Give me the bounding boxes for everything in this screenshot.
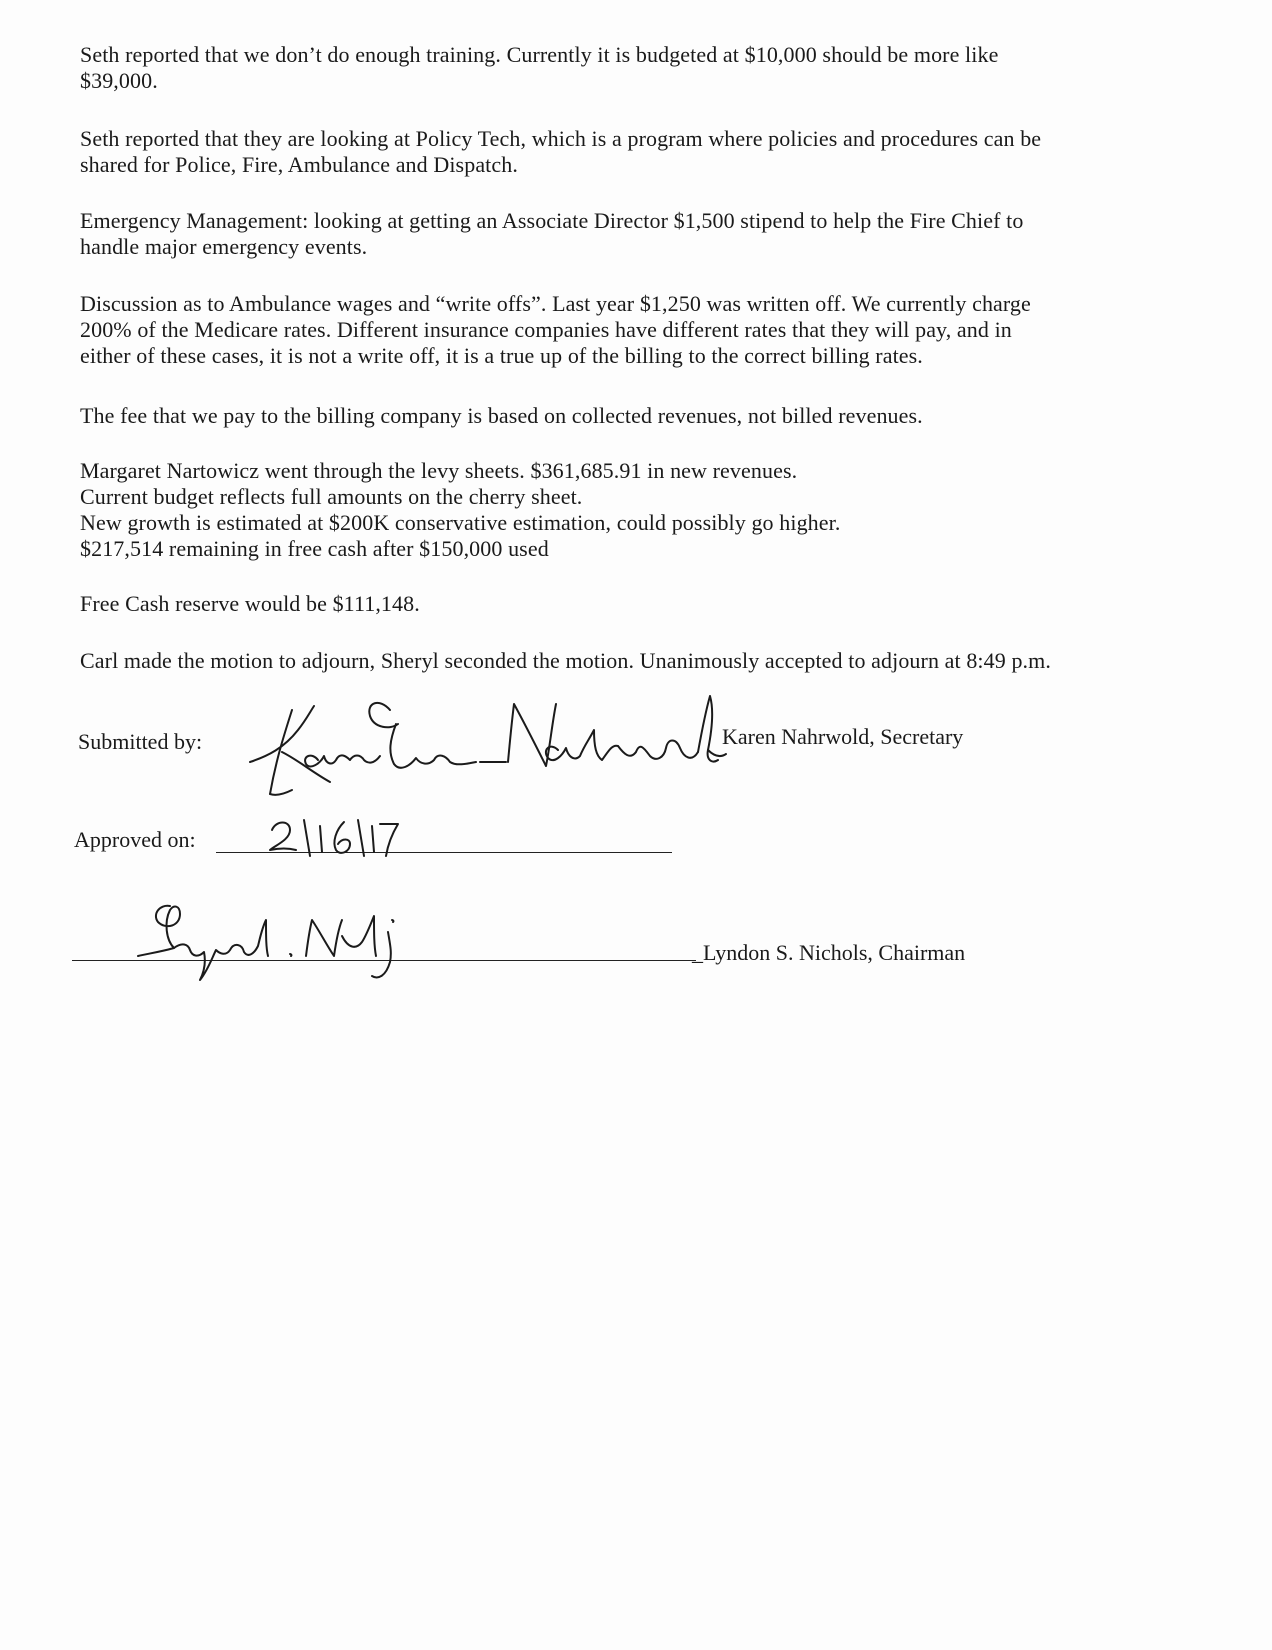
secretary-signature	[240, 690, 760, 830]
paragraph-policy-tech	[80, 126, 1190, 178]
submitted-by-label: Submitted by:	[78, 729, 203, 754]
text-line: Margaret Nartowicz went through the levy sheets. $361,685.91 in new revenues.	[80, 458, 798, 483]
text-line: $39,000.	[80, 68, 158, 93]
text-line: shared for Police, Fire, Ambulance and Dispatch.	[80, 152, 518, 177]
text-line: New growth is estimated at $200K conservative estimation, could possibly go higher.	[80, 510, 841, 535]
text-line: Emergency Management: looking at getting an Associate Director $1,500 stipend to help the Fire Chief to	[80, 208, 1024, 233]
paragraph-training	[80, 42, 1190, 94]
approved-on-label: Approved on:	[74, 827, 196, 852]
text-line: either of these cases, it is not a write off, it is a true up of the billing to the correct billing rates.	[80, 343, 923, 368]
text-line: Carl made the motion to adjourn, Sheryl seconded the motion. Unanimously accepted to adjourn at 8:49 p.m.	[80, 648, 1051, 673]
chairman-name: _Lyndon S. Nichols, Chairman	[692, 940, 966, 965]
text-line: $217,514 remaining in free cash after $150,000 used	[80, 536, 549, 561]
paragraph-free-cash	[80, 591, 1190, 617]
text-line: handle major emergency events.	[80, 234, 368, 259]
paragraph-billing-fee	[80, 403, 1190, 429]
chairman-signature	[130, 896, 450, 986]
text-line: Seth reported that we don’t do enough training. Currently it is budgeted at $10,000 should be more like	[80, 42, 999, 67]
text-line: Seth reported that they are looking at Policy Tech, which is a program where policies and procedures can be	[80, 126, 1042, 151]
text-line: Discussion as to Ambulance wages and “write offs”. Last year $1,250 was written off. We currently charge	[80, 291, 1031, 316]
paragraph-ambulance	[80, 291, 1190, 369]
approved-date-value	[0, 0, 1, 1]
text-line: 200% of the Medicare rates. Different insurance companies have different rates that they will pay, and in	[80, 317, 1012, 342]
approved-date-handwritten	[262, 812, 402, 862]
text-line: Current budget reflects full amounts on the cherry sheet.	[80, 484, 583, 509]
paragraph-adjourn	[80, 648, 1190, 674]
text-line: The fee that we pay to the billing company is based on collected revenues, not billed revenues.	[80, 403, 923, 428]
secretary-name: Karen Nahrwold, Secretary	[722, 724, 964, 749]
paragraph-levy	[80, 458, 1190, 562]
paragraph-emergency-management	[80, 208, 1190, 260]
text-line: Free Cash reserve would be $111,148.	[80, 591, 420, 616]
